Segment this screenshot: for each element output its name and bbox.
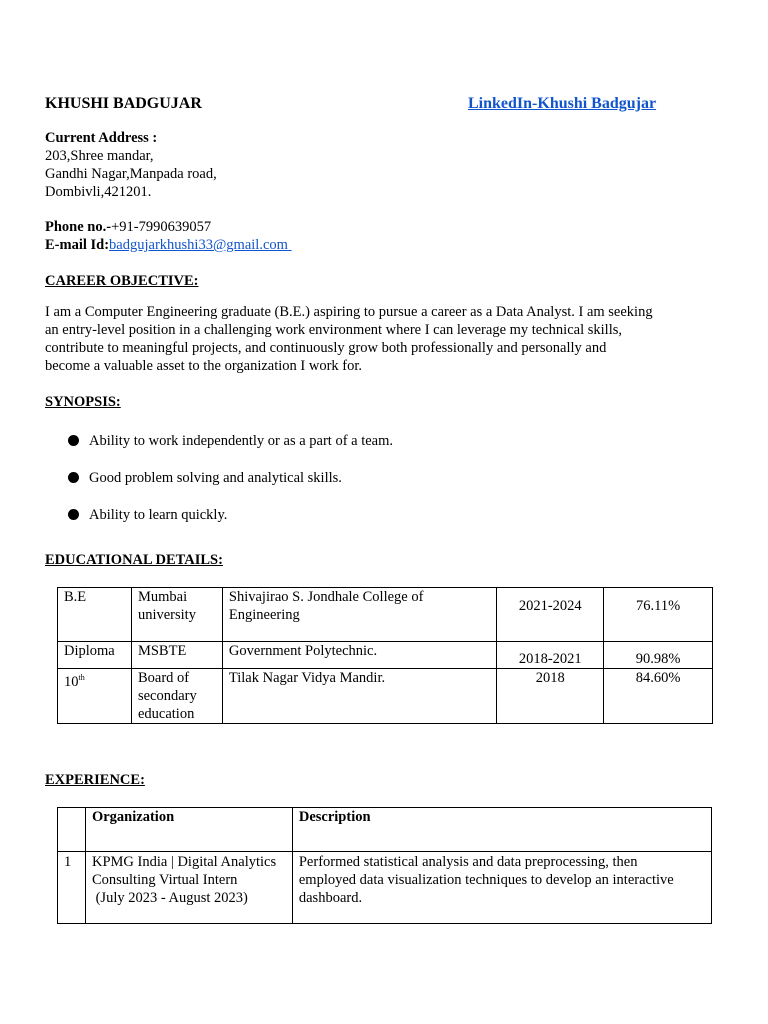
score-cell: 84.60% — [604, 669, 713, 724]
address-line-2: Gandhi Nagar,Manpada road, — [45, 166, 217, 182]
phone-line — [45, 218, 211, 236]
num-header-cell — [58, 808, 86, 852]
description-cell: Performed statistical analysis and data preprocessing, then employed data visualization techniques to develop an interactive dashboard. — [292, 852, 711, 924]
bullet-icon — [68, 509, 79, 520]
address-line-1: 203,Shree mandar, — [45, 148, 154, 164]
synopsis-item-text: Ability to learn quickly. — [89, 507, 228, 523]
board-cell: Board of secondary education — [131, 669, 222, 724]
bullet-icon — [68, 435, 79, 446]
score-cell: 90.98% — [604, 642, 713, 669]
synopsis-item — [68, 432, 393, 450]
num-cell: 1 — [58, 852, 86, 924]
address-line-3: Dombivli,421201. — [45, 184, 152, 200]
board-cell: Mumbai university — [131, 588, 222, 642]
institute-cell: Shivajirao S. Jondhale College of Engineering — [222, 588, 496, 642]
synopsis-item — [68, 506, 227, 524]
organization-cell: KPMG India | Digital Analytics Consulting Virtual Intern (July 2023 - August 2023) — [85, 852, 292, 924]
degree-cell: Diploma — [58, 642, 132, 669]
board-cell: MSBTE — [131, 642, 222, 669]
candidate-name: KHUSHI BADGUJAR — [45, 95, 202, 112]
table-row — [58, 852, 712, 924]
degree-cell: 10th — [58, 669, 132, 724]
table-row — [58, 669, 713, 724]
institute-cell: Government Polytechnic. — [222, 642, 496, 669]
synopsis-item-text: Good problem solving and analytical skills. — [89, 470, 342, 486]
institute-cell: Tilak Nagar Vidya Mandir. — [222, 669, 496, 724]
table-row — [58, 642, 713, 669]
degree-cell: B.E — [58, 588, 132, 642]
bullet-icon — [68, 472, 79, 483]
description-header: Description — [292, 808, 711, 852]
linkedin-link[interactable]: LinkedIn-Khushi Badgujar — [468, 95, 657, 112]
objective-line-1: I am a Computer Engineering graduate (B.E.) aspiring to pursue a career as a Data Analyst. I am seeking — [45, 304, 653, 320]
objective-line-3: contribute to meaningful projects, and continuously grow both professionally and personally and — [45, 340, 607, 356]
years-cell: 2021-2024 — [497, 588, 604, 642]
phone-label: Phone no.- — [45, 219, 112, 235]
email-label: E-mail Id: — [45, 237, 110, 253]
years-cell: 2018-2021 — [497, 642, 604, 669]
score-cell: 76.11% — [604, 588, 713, 642]
email-line — [45, 236, 292, 254]
organization-header: Organization — [85, 808, 292, 852]
synopsis-item — [68, 469, 342, 487]
synopsis-item-text: Ability to work independently or as a part of a team. — [89, 433, 394, 449]
phone-number: +91-7990639057 — [111, 219, 212, 235]
experience-heading: EXPERIENCE: — [45, 772, 145, 788]
years-cell: 2018 — [497, 669, 604, 724]
career-objective-heading: CAREER OBJECTIVE: — [45, 273, 199, 289]
synopsis-heading: SYNOPSIS: — [45, 394, 121, 410]
email-link[interactable]: badgujarkhushi33@gmail.com — [109, 237, 292, 253]
objective-line-4: become a valuable asset to the organization I work for. — [45, 358, 363, 374]
address-label: Current Address : — [45, 130, 158, 146]
education-heading: EDUCATIONAL DETAILS: — [45, 552, 223, 568]
table-row — [58, 588, 713, 642]
objective-line-2: an entry-level position in a challenging work environment where I can leverage my technical skills, — [45, 322, 622, 338]
education-table — [57, 587, 713, 724]
table-header-row — [58, 808, 712, 852]
experience-table — [57, 807, 712, 924]
